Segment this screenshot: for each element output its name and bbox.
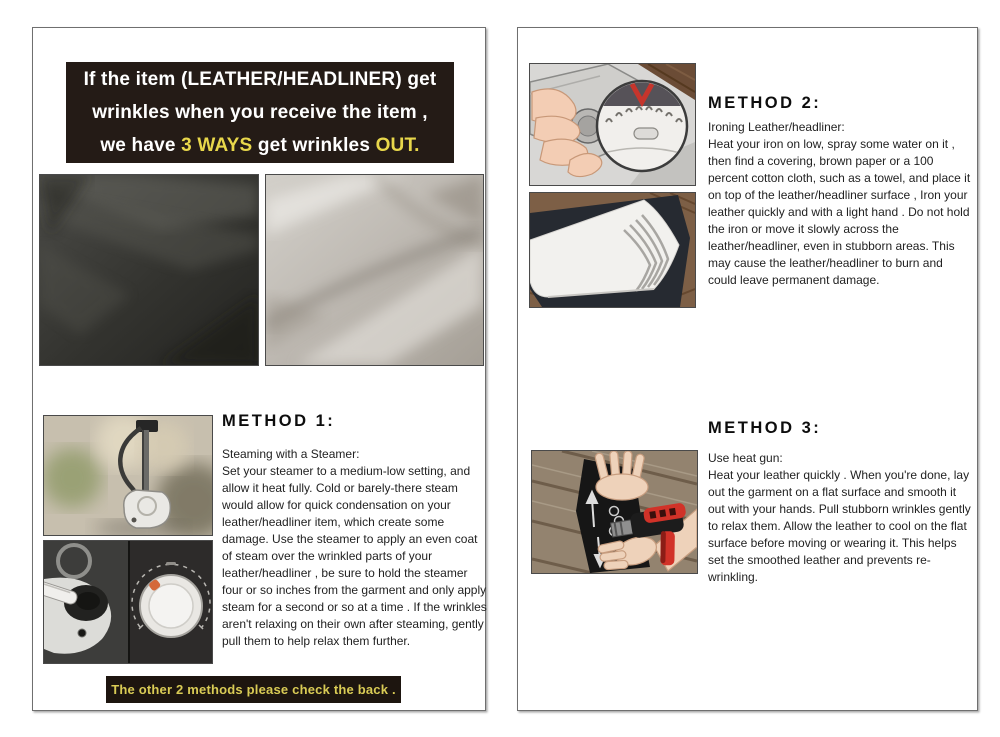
method-3-body: Heat your leather quickly . When you're done, lay out the garment on a flat surface and smooth it out with your hands. Pull stubborn wrinkles gently to relax them. Allow the leather to cool on the flat surface before moving or wearing it. This helps set the smoothed leather and prevents re-wrinkling. [708,468,971,584]
method-1-subtitle: Steaming with a Steamer: [222,447,360,461]
wrinkled-light-fabric-photo [265,174,484,366]
banner-line-1: If the item (LEATHER/HEADLINER) get [83,69,437,90]
method-2-section [708,94,971,289]
front-page [32,27,486,711]
method-2-subtitle: Ironing Leather/headliner: [708,120,845,134]
method-3-section [708,419,975,586]
method-3-heading: METHOD 3: [708,419,822,437]
banner-line-2: wrinkles when you receive the item , [92,102,428,123]
banner-line-3: we have 3 WAYS get wrinkles OUT. [100,135,420,156]
back-page [517,27,978,711]
banner-highlight-3ways: 3 WAYS [181,135,253,156]
method-2-body: Heat your iron on low, spray some water on it , then find a covering, brown paper or a 100 percent cotton cloth, such as a towel, and place it on top of the leather/headliner surface , Iron your leather quickly and with a light hand . Do not hold the iron or move it slowly across the leather/headliner, even in stubborn areas. This may cause the leather/headliner to burn and could leave permanent damage. [708,137,971,287]
heat-gun-illustration [531,450,698,574]
wrinkled-dark-leather-photo [39,174,259,366]
method-1-heading: METHOD 1: [222,412,336,430]
method-2-heading: METHOD 2: [708,94,822,112]
iron-dial-illustration [529,63,696,186]
garment-steamer-photo [43,415,213,536]
banner-highlight-out: OUT. [375,135,420,156]
headline-banner [66,62,454,163]
method-1-body: Set your steamer to a medium-low setting, and allow it heat fully. Cold or barely-there steam would allow for quick condensation on your leather/headliner item, which create some damage. Use the steamer to apply an even coat of steam over the wrinkled parts of your leather/headliner , be sure to hold the steamer four or so inches from the garment and only apply steam for a second or so at a time . If the wrinkles aren't relaxing on their own after steaming, gently pull them to help relax them further. [222,464,487,648]
method-1-section [222,412,487,650]
steamer-nozzle-and-dial-photo [43,540,213,664]
folded-towel-photo [529,192,696,308]
footer-note-banner: The other 2 methods please check the back . [106,676,401,703]
method-3-subtitle: Use heat gun: [708,451,783,465]
